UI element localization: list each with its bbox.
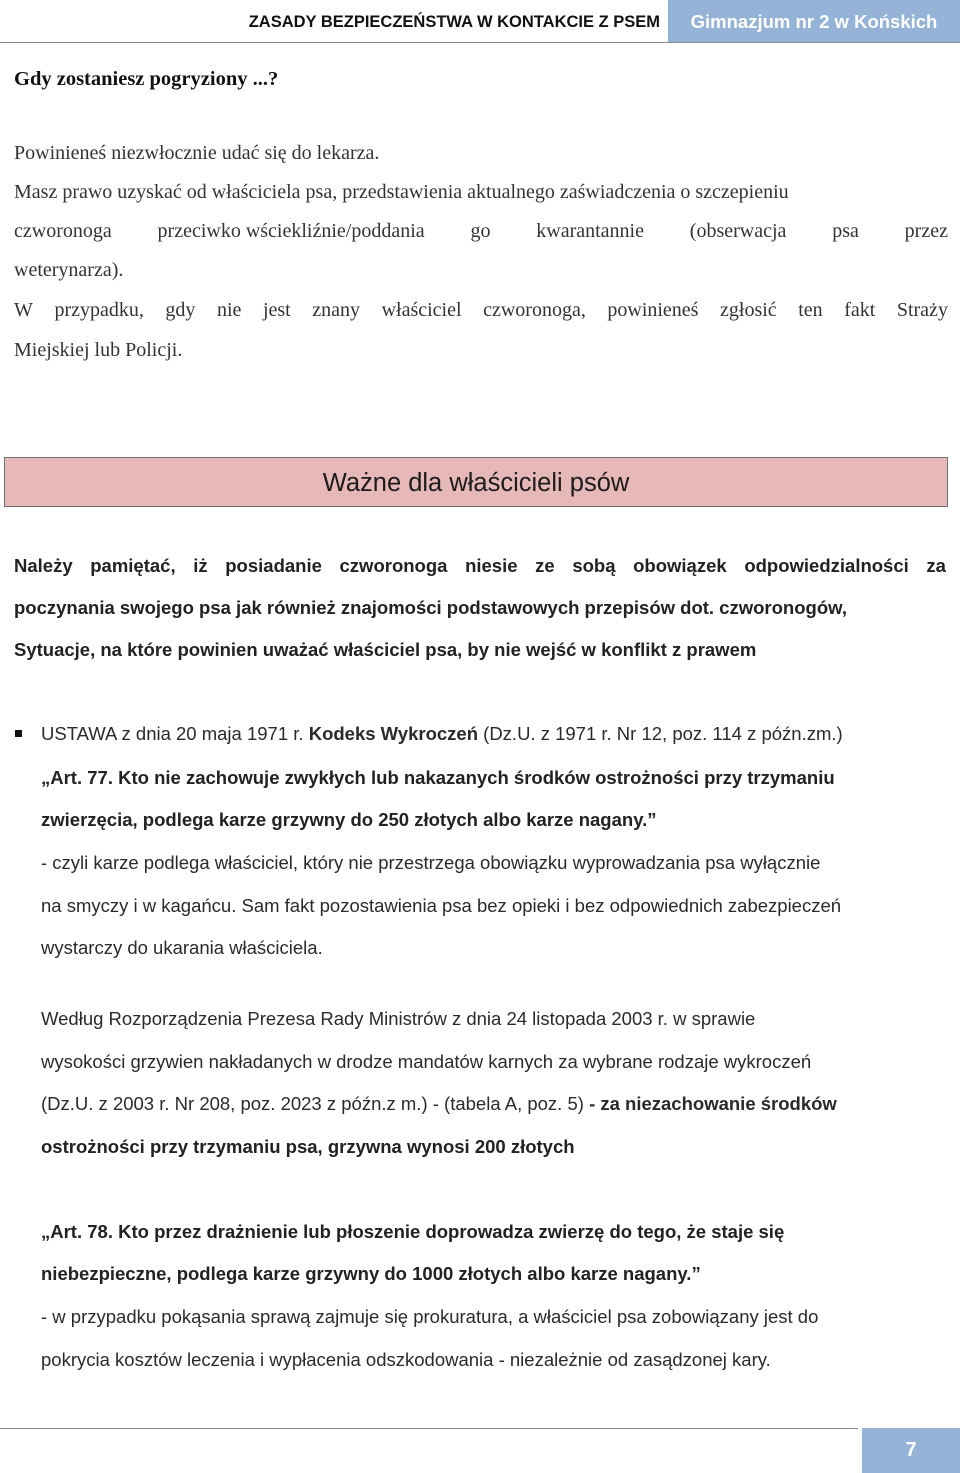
footer-divider: [0, 1428, 858, 1429]
word: czworonoga: [339, 555, 448, 576]
word: przez: [904, 220, 948, 242]
word: gdy: [165, 299, 196, 321]
word: sobą: [572, 555, 616, 576]
word: fakt: [844, 299, 876, 321]
paragraph-owner-unknown-line-2: Miejskiej lub Policji.: [14, 339, 183, 361]
word: niesie: [465, 555, 518, 576]
article-77-line-2: zwierzęcia, podlega karze grzywny do 250 złotych albo karze nagany.”: [41, 809, 657, 830]
regulation-line-3: [41, 1092, 837, 1116]
word: pamiętać,: [90, 555, 176, 576]
word: posiadanie: [225, 555, 322, 576]
article-78-line-2: niebezpieczne, podlega karze grzywny do 1000 złotych albo karze nagany.”: [41, 1263, 701, 1284]
document-header-title: ZASADY BEZPIECZEŃSTWA W KONTAKCIE Z PSEM: [248, 13, 660, 31]
law-reference-code: Kodeks Wykroczeń: [308, 723, 479, 744]
regulation-source: (Dz.U. z 2003 r. Nr 208, poz. 2023 z późn.z m.) - (tabela A, poz. 5): [41, 1093, 590, 1114]
regulation-line-1: Według Rozporządzenia Prezesa Rady Ministrów z dnia 24 listopada 2003 r. w sprawie: [41, 1008, 756, 1029]
word: czworonoga,: [483, 299, 586, 321]
law-reference-act: USTAWA z dnia 20 maja 1971 r.: [41, 723, 304, 744]
word: powinieneś: [607, 299, 699, 321]
intro-line-3: Sytuacje, na które powinien uważać właściciel psa, by nie wejść w konflikt z prawem: [14, 639, 757, 660]
word: ze: [535, 555, 555, 576]
section-banner-title: Ważne dla właścicieli psów: [4, 457, 948, 507]
school-name-badge: Gimnazjum nr 2 w Końskich: [668, 0, 960, 42]
word: kwarantannie: [536, 220, 644, 242]
header-divider: [0, 42, 960, 43]
law-reference-source: (Dz.U. z 1971 r. Nr 12, poz. 114 z późn.zm.): [483, 723, 843, 744]
article-78-explanation-line-1: - w przypadku pokąsania sprawą zajmuje się prokuratura, a właściciel psa zobowiązany jest do: [41, 1306, 819, 1327]
article-77-explanation-line-1: - czyli karze podlega właściciel, który nie przestrzega obowiązku wyprowadzania psa wyłącznie: [41, 852, 821, 873]
article-77-explanation-line-3: wystarczy do ukarania właściciela.: [41, 937, 323, 958]
bullet-square-icon: [15, 730, 22, 737]
word: psa: [832, 220, 859, 242]
word: odpowiedzialności: [744, 555, 909, 576]
regulation-line-4: ostrożności przy trzymaniu psa, grzywna wynosi 200 złotych: [41, 1136, 575, 1157]
word: (obserwacja: [689, 220, 787, 242]
word: za: [926, 555, 946, 576]
paragraph-certificate-line-1: Masz prawo uzyskać od właściciela psa, przedstawienia aktualnego zaświadczenia o szczepieniu: [14, 181, 789, 203]
article-77-line-1: „Art. 77. Kto nie zachowuje zwykłych lub nakazanych środków ostrożności przy trzymaniu: [41, 767, 835, 788]
word: właściciel: [381, 299, 462, 321]
paragraph-owner-unknown-line-1: [14, 298, 948, 322]
word: ten: [798, 299, 823, 321]
paragraph-doctor: Powinieneś niezwłocznie udać się do lekarza.: [14, 142, 380, 164]
article-78-line-1: „Art. 78. Kto przez drażnienie lub płoszenie doprowadza zwierzę do tego, że staje się: [41, 1221, 785, 1242]
word: przeciwko wściekliźnie/poddania: [157, 220, 425, 242]
section-question-heading: Gdy zostaniesz pogryziony ...?: [14, 68, 279, 90]
word: czworonoga: [14, 220, 112, 242]
paragraph-certificate-line-2: [14, 219, 948, 243]
word: Straży: [896, 299, 948, 321]
law-reference: [41, 722, 843, 746]
word: znany: [312, 299, 361, 321]
article-77-explanation-line-2: na smyczy i w kagańcu. Sam fakt pozostawienia psa bez opieki i bez odpowiednich zabezpieczeń: [41, 895, 842, 916]
intro-line-1: [14, 554, 946, 578]
word: nie: [216, 299, 242, 321]
word: jest: [262, 299, 291, 321]
word: zgłosić: [720, 299, 777, 321]
paragraph-certificate-line-3: weterynarza).: [14, 259, 124, 281]
word: go: [470, 220, 491, 242]
article-78-explanation-line-2: pokrycia kosztów leczenia i wypłacenia odszkodowania - niezależnie od zasądzonej kary.: [41, 1349, 771, 1370]
intro-line-2: poczynania swojego psa jak również znajomości podstawowych przepisów dot. czworonogów,: [14, 597, 847, 618]
page-number: 7: [862, 1428, 960, 1473]
regulation-penalty-start: - za niezachowanie środków: [589, 1093, 837, 1114]
word: Należy: [14, 555, 73, 576]
word: iż: [193, 555, 208, 576]
word: W: [14, 299, 33, 321]
word: przypadku,: [54, 299, 144, 321]
regulation-line-2: wysokości grzywien nakładanych w drodze mandatów karnych za wybrane rodzaje wykroczeń: [41, 1051, 812, 1072]
word: obowiązek: [633, 555, 727, 576]
